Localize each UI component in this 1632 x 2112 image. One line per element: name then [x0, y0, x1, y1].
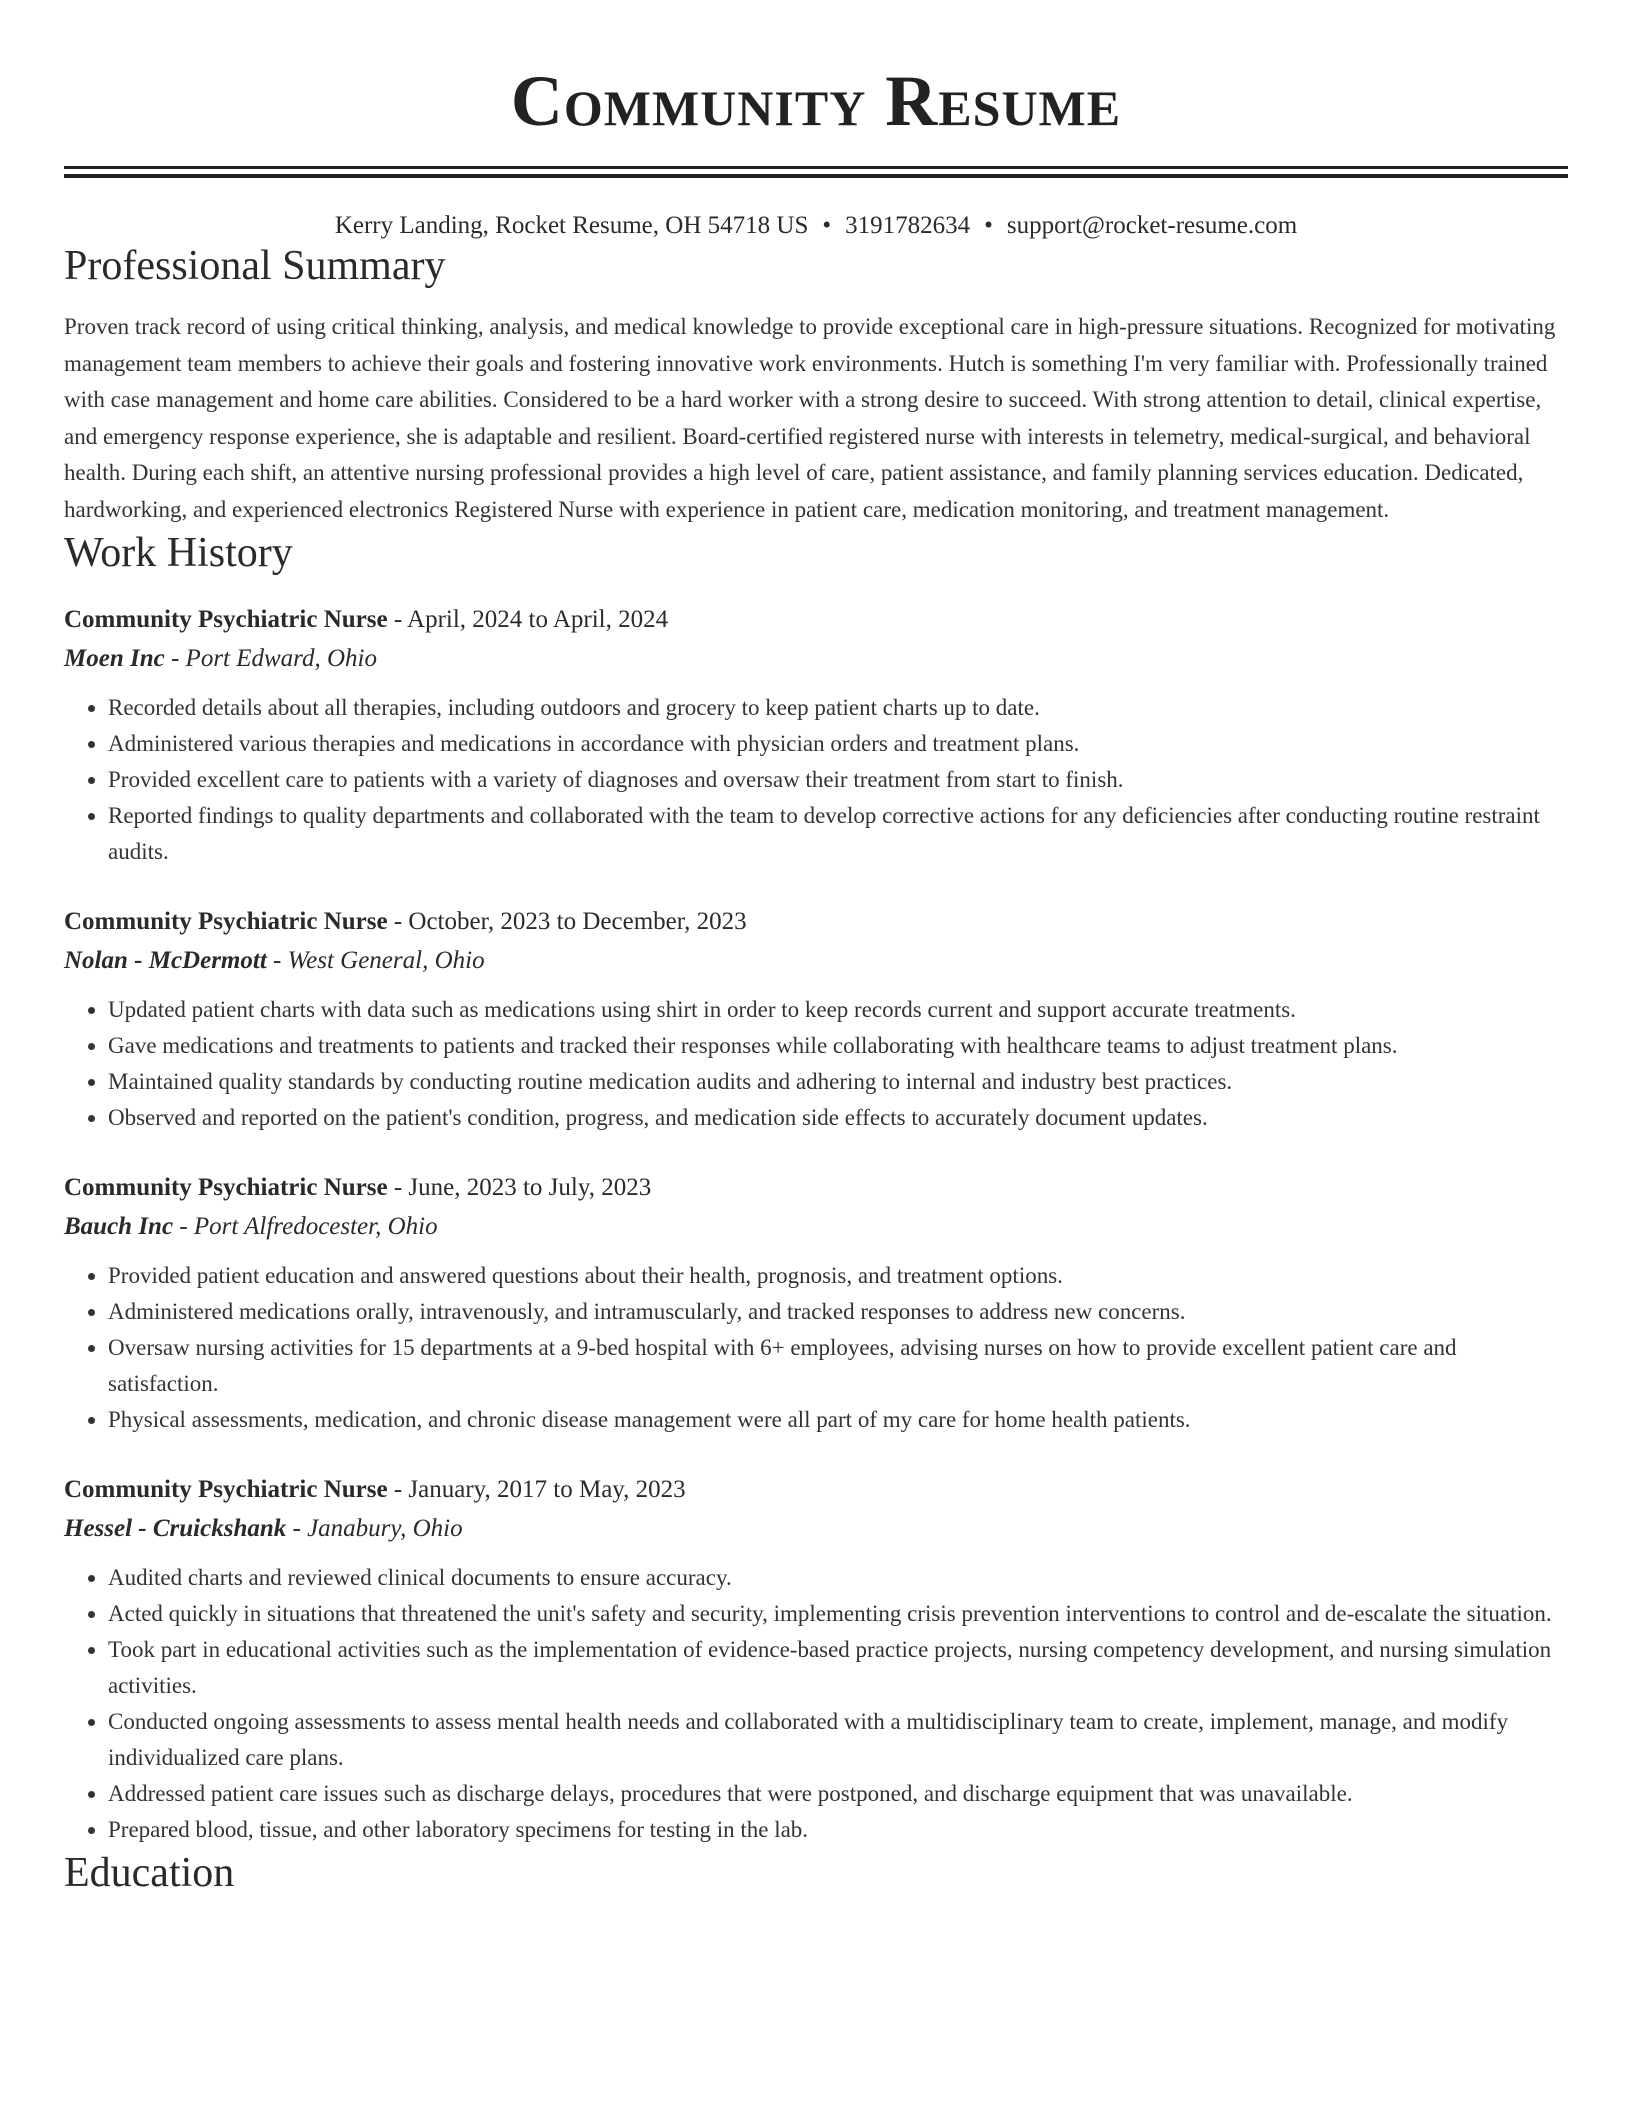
contact-phone: 3191782634	[845, 212, 971, 239]
job-bullet: • Recorded details about all therapies, including outdoors and grocery to keep patient charts up to date.	[108, 690, 1568, 726]
summary-heading: Professional Summary	[64, 243, 446, 289]
contact-email: support@rocket-resume.com	[1006, 212, 1298, 239]
job-spacer	[64, 1438, 1568, 1470]
job-bullet: • Oversaw nursing activities for 15 departments at a 9-bed hospital with 6+ employees, advising nurses on how to provide excellent patient care and satisfaction.	[108, 1330, 1568, 1402]
contact-line	[64, 211, 1568, 241]
job-bullet: • Provided excellent care to patients with a variety of diagnoses and oversaw their treatment from start to finish.	[108, 762, 1568, 798]
job-bullets	[64, 1258, 1568, 1438]
job-employer: Hessel - Cruickshank	[64, 1515, 287, 1542]
job-employer-line	[64, 640, 1568, 678]
job-dates: - January, 2017 to May, 2023	[387, 1476, 686, 1503]
job-location: - West General, Ohio	[266, 947, 485, 974]
job-bullet: • Maintained quality standards by conducting routine medication audits and adhering to internal and industry best practices.	[108, 1064, 1568, 1100]
job-employer-line	[64, 1510, 1568, 1548]
job-employer: Nolan - McDermott	[64, 947, 267, 974]
job-bullet: • Provided patient education and answered questions about their health, prognosis, and treatment options.	[108, 1258, 1568, 1294]
title-divider	[64, 166, 1568, 178]
job-dates: - June, 2023 to July, 2023	[387, 1174, 652, 1201]
summary-text: Proven track record of using critical thinking, analysis, and medical knowledge to provide exceptional care in high-pressure situations. Recognized for motivating management team members to achieve their goals and fostering innovative work environments. Hutch is something I'm very familiar with. Professionally trained with case management and home care abilities. Considered to be a hard worker with a strong desire to succeed. With strong attention to detail, clinical expertise, and emergency response experience, she is adaptable and resilient. Board-certified registered nurse with interests in telemetry, medical-surgical, and behavioral health. During each shift, an attentive nursing professional provides a high level of care, patient assistance, and family planning services education. Dedicated, hardworking, and experienced electronics Registered Nurse with experience in patient care, medication monitoring, and treatment management.	[64, 314, 1556, 522]
job-bullet: • Updated patient charts with data such as medications using shirt in order to keep records current and support accurate treatments.	[108, 992, 1568, 1028]
contact-address: Kerry Landing, Rocket Resume, OH 54718 US	[334, 212, 809, 239]
job-employer: Bauch Inc	[64, 1213, 174, 1240]
job-bullet: • Gave medications and treatments to patients and tracked their responses while collaborating with healthcare teams to adjust treatment plans.	[108, 1028, 1568, 1064]
job-bullet: • Administered various therapies and medications in accordance with physician orders and treatment plans.	[108, 726, 1568, 762]
job-bullet: • Prepared blood, tissue, and other laboratory specimens for testing in the lab.	[108, 1812, 1568, 1848]
job-location: - Port Edward, Ohio	[164, 645, 377, 672]
job-employer-line	[64, 1208, 1568, 1246]
job-bullet: • Took part in educational activities such as the implementation of evidence-based practice projects, nursing competency development, and nursing simulation activities.	[108, 1632, 1568, 1704]
job-bullet: • Reported findings to quality departments and collaborated with the team to develop corrective actions for any deficiencies after conducting routine restraint audits.	[108, 798, 1568, 870]
job-title-line	[64, 600, 1568, 640]
job-title-line	[64, 1168, 1568, 1208]
job-spacer	[64, 870, 1568, 902]
job-bullet: • Physical assessments, medication, and chronic disease management were all part of my care for home health patients.	[108, 1402, 1568, 1438]
job-dates: - October, 2023 to December, 2023	[387, 908, 747, 935]
education-heading: Education	[64, 1850, 235, 1896]
job-bullet: • Conducted ongoing assessments to assess mental health needs and collaborated with a multidisciplinary team to create, implement, manage, and modify individualized care plans.	[108, 1704, 1568, 1776]
job-spacer	[64, 1136, 1568, 1168]
job-title-line	[64, 902, 1568, 942]
work-history-list	[64, 600, 1568, 1848]
job-entry	[64, 600, 1568, 870]
contact-separator: •	[822, 212, 832, 239]
contact-separator: •	[984, 212, 993, 239]
job-title: Community Psychiatric Nurse	[64, 1174, 388, 1201]
job-bullet: • Audited charts and reviewed clinical documents to ensure accuracy.	[108, 1560, 1568, 1596]
job-title: Community Psychiatric Nurse	[64, 1476, 388, 1503]
job-bullet: • Addressed patient care issues such as discharge delays, procedures that were postponed, and discharge equipment that was unavailable.	[108, 1776, 1568, 1812]
job-location: - Janabury, Ohio	[286, 1515, 463, 1542]
job-bullet: • Observed and reported on the patient's condition, progress, and medication side effects to accurately document updates.	[108, 1100, 1568, 1136]
job-employer: Moen Inc	[64, 645, 165, 672]
job-entry	[64, 1168, 1568, 1438]
job-dates: - April, 2024 to April, 2024	[387, 606, 669, 633]
job-entry	[64, 902, 1568, 1136]
job-location: - Port Alfredocester, Ohio	[173, 1213, 438, 1240]
job-bullets	[64, 1560, 1568, 1848]
job-title: Community Psychiatric Nurse	[64, 606, 388, 633]
job-title-line	[64, 1470, 1568, 1510]
job-bullet: • Acted quickly in situations that threatened the unit's safety and security, implementing crisis prevention interventions to control and de-escalate the situation.	[108, 1596, 1568, 1632]
job-bullet: • Administered medications orally, intravenously, and intramuscularly, and tracked responses to address new concerns.	[108, 1294, 1568, 1330]
job-entry	[64, 1470, 1568, 1848]
resume-title: Community Resume	[510, 61, 1122, 141]
work-history-heading: Work History	[64, 530, 293, 576]
job-employer-line	[64, 942, 1568, 980]
job-title: Community Psychiatric Nurse	[64, 908, 388, 935]
job-bullets	[64, 690, 1568, 870]
job-bullets	[64, 992, 1568, 1136]
